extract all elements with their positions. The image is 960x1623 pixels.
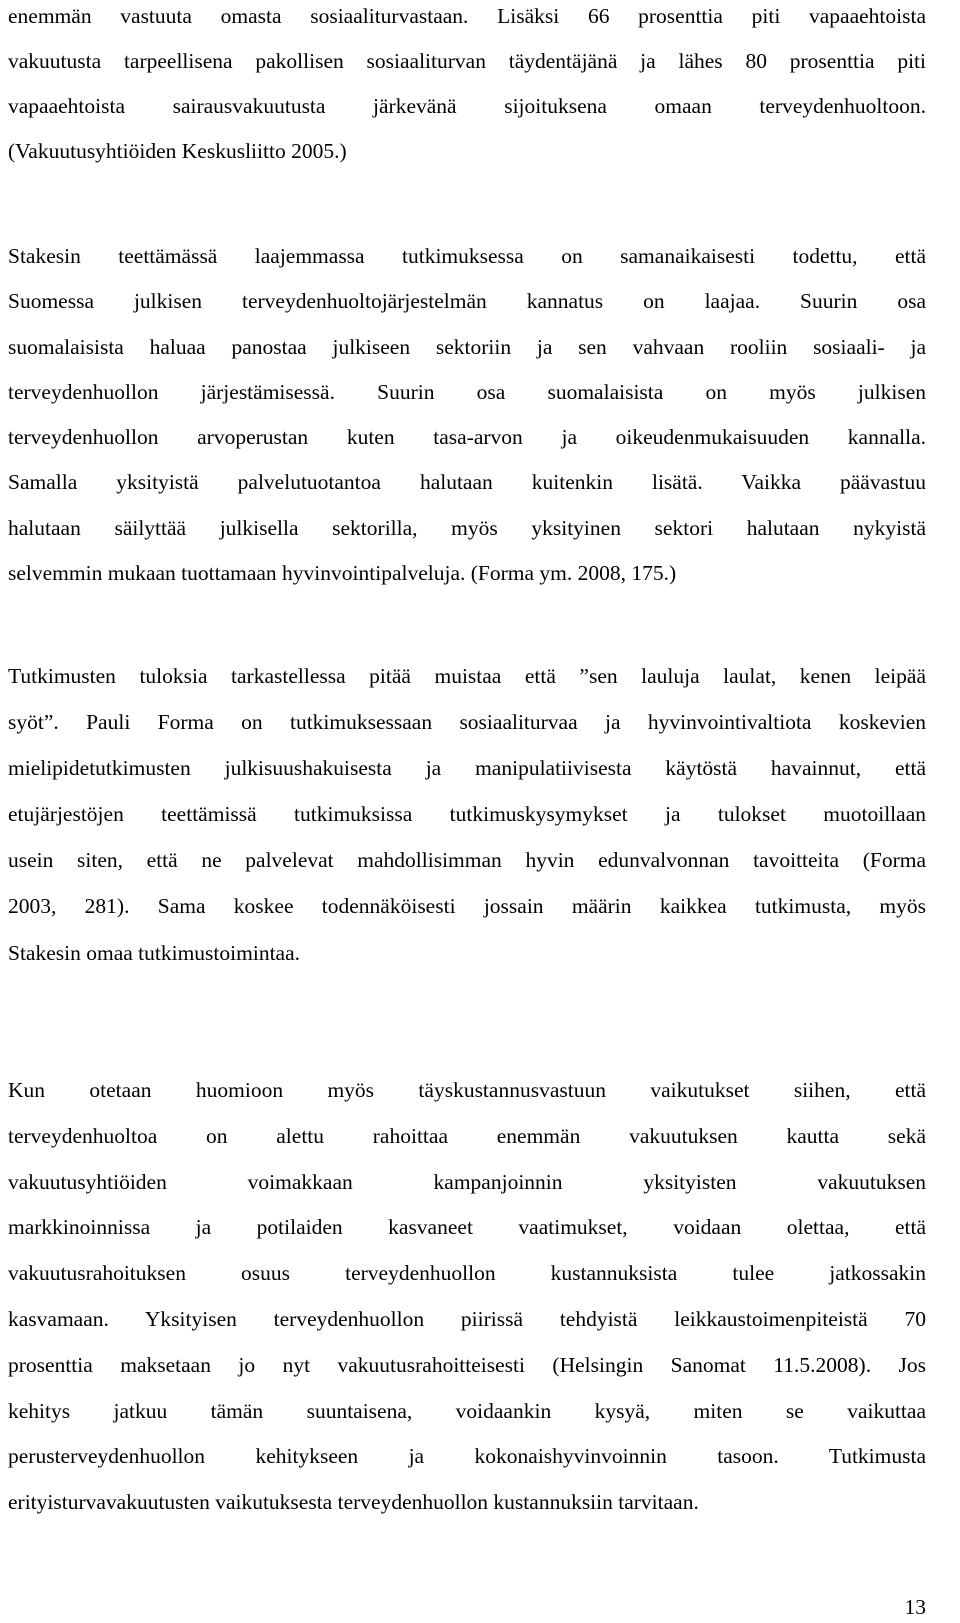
text-line: etujärjestöjen teettämissä tutkimuksissa tutkimuskysymykset ja tulokset muotoillaan [8,802,926,827]
text-line: syöt”. Pauli Forma on tutkimuksessaan sosiaaliturvaa ja hyvinvointivaltiota koskevien [8,710,926,735]
text-line: vakuutusyhtiöiden voimakkaan kampanjoinnin yksityisten vakuutuksen [8,1169,926,1194]
text-line: kehitys jatkuu tämän suuntaisena, voidaankin kysyä, miten se vaikuttaa [8,1398,926,1423]
text-line: Stakesin omaa tutkimustoimintaa. [8,940,301,965]
text-line: halutaan säilyttää julkisella sektorilla, myös yksityinen sektori halutaan nykyistä [8,515,926,540]
text-line: vakuutusta tarpeellisena pakollisen sosiaaliturvan täydentäjänä ja lähes 80 prosenttia piti [8,49,926,73]
text-line: vapaaehtoista sairausvakuutusta järkevänä sijoituksena omaan terveydenhuoltoon. [8,94,926,118]
text-line: Suomessa julkisen terveydenhuoltojärjestelmän kannatus on laajaa. Suurin osa [8,289,926,314]
text-line: erityisturvavakuutusten vaikutuksesta terveydenhuollon kustannuksiin tarvitaan. [8,1490,699,1515]
paragraph-2 [8,234,926,596]
text-line: markkinoinnissa ja potilaiden kasvaneet vaatimukset, voidaan olettaa, että [8,1215,926,1240]
text-line: Samalla yksityistä palvelutuotantoa halutaan kuitenkin lisätä. Vaikka päävastuu [8,470,926,495]
text-line: kasvamaan. Yksityisen terveydenhuollon piirissä tehdyistä leikkaustoimenpiteistä 70 [8,1306,926,1331]
text-line: Stakesin teettämässä laajemmassa tutkimuksessa on samanaikaisesti todettu, että [8,244,926,268]
text-line: perusterveydenhuollon kehitykseen ja kokonaishyvinvoinnin tasoon. Tutkimusta [8,1444,926,1469]
text-line: enemmän vastuuta omasta sosiaaliturvastaan. Lisäksi 66 prosenttia piti vapaaehtoista [8,4,926,28]
text-line: prosenttia maksetaan jo nyt vakuutusrahoitteisesti (Helsingin Sanomat 11.5.2008). Jos [8,1352,926,1377]
text-line: vakuutusrahoituksen osuus terveydenhuollon kustannuksista tulee jatkossakin [8,1261,926,1286]
text-line: suomalaisista haluaa panostaa julkiseen sektoriin ja sen vahvaan rooliin sosiaali- ja [8,334,926,359]
text-line: Tutkimusten tuloksia tarkastellessa pitää muistaa että ”sen lauluja laulat, kenen leipää [8,664,926,688]
text-line: terveydenhuoltoa on alettu rahoittaa enemmän vakuutuksen kautta sekä [8,1123,926,1148]
text-line: (Vakuutusyhtiöiden Keskusliitto 2005.) [8,139,347,163]
text-line: selvemmin mukaan tuottamaan hyvinvointipalveluja. (Forma ym. 2008, 175.) [8,561,677,586]
text-line: terveydenhuollon järjestämisessä. Suurin osa suomalaisista on myös julkisen [8,379,926,404]
text-line: Kun otetaan huomioon myös täyskustannusvastuun vaikutukset siihen, että [8,1078,926,1102]
text-line: usein siten, että ne palvelevat mahdollisimman hyvin edunvalvonnan tavoitteita (Forma [8,848,926,873]
page-number: 13 [904,1595,926,1619]
text-line: terveydenhuollon arvoperustan kuten tasa-arvon ja oikeudenmukaisuuden kannalla. [8,425,926,450]
paragraph-3 [8,653,926,976]
paragraph-1 [8,0,926,174]
text-line: mielipidetutkimusten julkisuushakuisesta ja manipulatiivisesta käytöstä havainnut, että [8,756,926,781]
paragraph-4 [8,1068,926,1526]
text-line: 2003, 281). Sama koskee todennäköisesti jossain määrin kaikkea tutkimusta, myös [8,894,926,919]
